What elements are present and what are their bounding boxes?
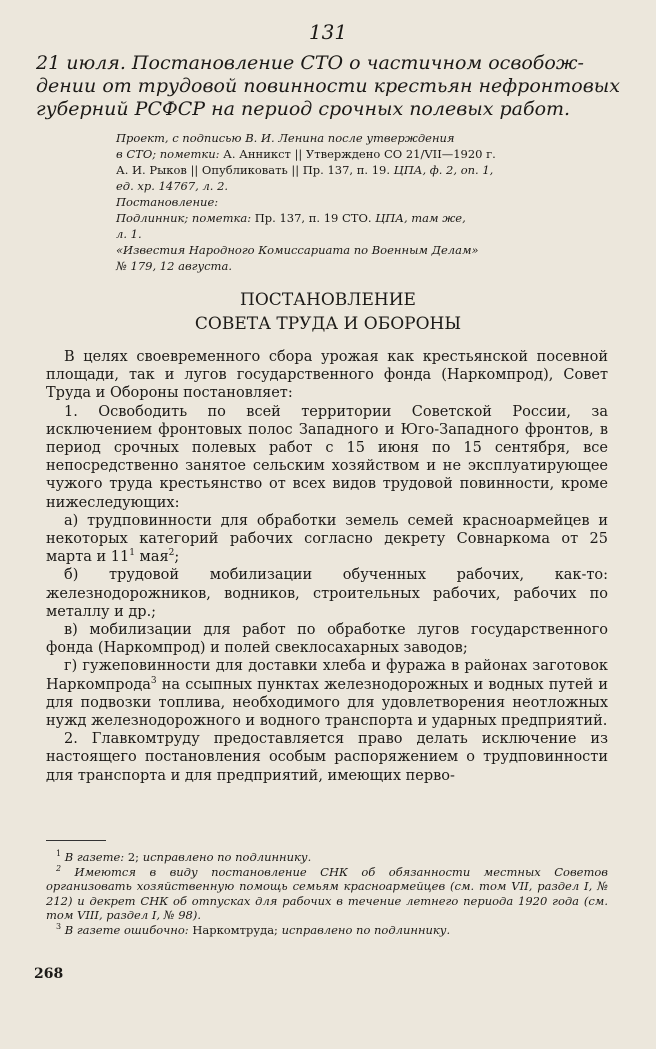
paragraph: б) трудовой мобилизации обученных рабочих, как-то: железнодорожников, водников, строительных рабочих, рабочих по металлу и др.; xyxy=(46,567,608,620)
resolution-heading: ПОСТАНОВЛЕНИЕ СОВЕТА ТРУДА И ОБОРОНЫ xyxy=(194,290,462,334)
title-line: дении от трудовой повинности крестьян нефронтовых xyxy=(36,75,620,97)
footnote-divider xyxy=(46,840,106,841)
paragraph: а) трудповинности для обработки земель семей красноармейцев и некоторых категорий рабочих согласно декрету Совнаркома от 25 марта и $11^1$ мая$^2$; xyxy=(46,512,608,566)
source-line: в СТО; пометки: А. Анникст || Утверждено СО 21/VII—1920 г. xyxy=(116,147,496,161)
title-line: 21 июля. Постановление СТО о частичном освобож- xyxy=(36,52,584,74)
paragraph: г) гужеповинности для доставки хлеба и фуража в районах заготовок Наркомпрода$^3$ на ссыпных пунктах железнодорожных и водных путей и для подвозки топлива, необходимого для удовлетворения неотложных нужд железнодорожного и водного транспорта и ударных предприятий. xyxy=(46,658,608,730)
source-line: А. И. Рыков || Опубликовать || Пр. 137, п. 19. ЦПА, ф. 2, оп. 1, xyxy=(116,163,494,177)
paragraph: 2. Главкомтруду предоставляется право делать исключение из настоящего постановления особым распоряжением о трудповинности для транспорта и для предприятий, имеющих перво- xyxy=(46,731,608,784)
source-line: «Известия Народного Комиссариата по Военным Делам» xyxy=(116,243,479,257)
source-line: № 179, 12 августа. xyxy=(116,259,232,273)
paragraph: В целях своевременного сбора урожая как крестьянской посевной площади, так и лугов государственного фонда (Наркомпрод), Совет Труда и Обороны постановляет: xyxy=(46,349,608,402)
footnote: $^1$ В газете: 2; исправлено по подлиннику. xyxy=(56,849,312,864)
document-number: 131 xyxy=(308,20,348,44)
source-notes xyxy=(116,130,612,274)
source-line: л. 1. xyxy=(116,227,142,241)
source-line: Постановление: xyxy=(116,195,219,209)
paragraph: в) мобилизации для работ по обработке лугов государственного фонда (Наркомпрод) и полей свеклосахарных заводов; xyxy=(46,622,608,657)
resolution-body xyxy=(46,348,608,785)
document-title xyxy=(36,52,620,121)
footnote: $^2$ Имеются в виду постановление СНК об обязанности местных Советов организовать хозяйственную помощь семьям красноармейцев (см. том VII, раздел I, № 212) и декрет СНК об отпусках для рабочих в течение летнего периода 1920 года (см. том VIII, раздел I, № 98). xyxy=(46,863,608,922)
title-line: губерний РСФСР на период срочных полевых работ. xyxy=(36,98,571,120)
paragraph: 1. Освободить по всей территории Советской России, за исключением фронтовых полос Западного и Юго-Западного фронтов, в период срочных полевых работ с 15 июня по 15 сентября, все непосредственно занятое сельским хозяйством и не эксплуатирующее чужого труда крестьянство от всех видов трудовой повинности, кроме нижеследующих: xyxy=(46,403,608,511)
page-number: 268 xyxy=(34,966,64,982)
footnote: $^3$ В газете ошибочно: Наркомтруда; исправлено по подлиннику. xyxy=(56,921,451,937)
source-line: ед. хр. 14767, л. 2. xyxy=(116,179,229,193)
source-line: Подлинник; пометка: Пр. 137, п. 19 СТО. ЦПА, там же, xyxy=(116,211,466,225)
footnotes xyxy=(46,850,608,937)
source-line: Проект, с подписью В. И. Ленина после утверждения xyxy=(116,131,455,145)
